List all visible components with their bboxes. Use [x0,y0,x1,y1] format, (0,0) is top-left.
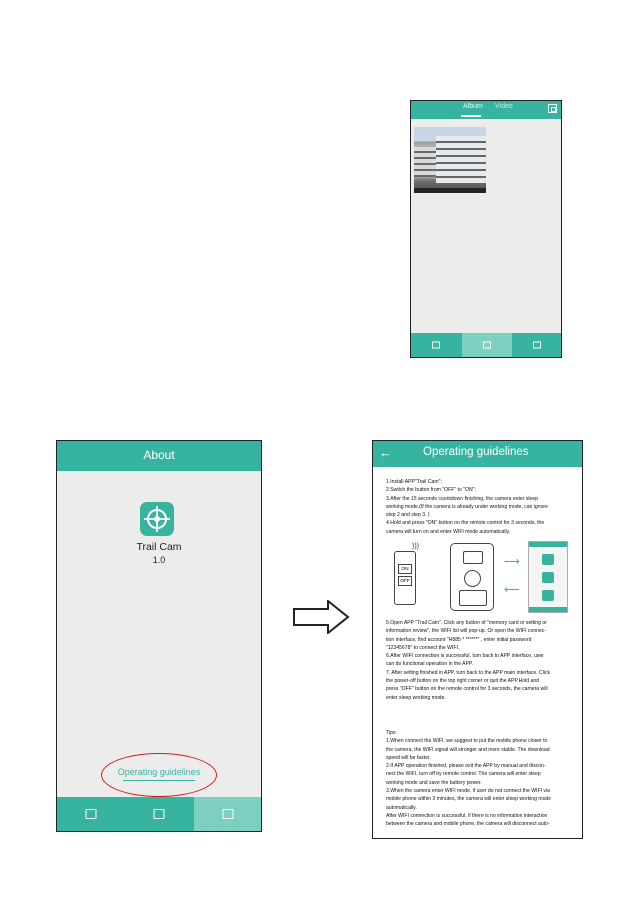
nav-gallery[interactable] [462,333,512,357]
guidelines-title: Operating guidelines [423,446,529,458]
tip-line: 3.When the camera enter WIFI mode, if user do not connect the WIFI via [386,788,550,795]
nav-camera[interactable] [57,797,125,831]
image-icon [154,809,165,819]
camera-icon [432,342,440,349]
arrow-left-icon: ⟵ [504,584,520,596]
app-version: 1.0 [152,555,166,565]
step-line: 7. After setting finished in APP, turn back to the APP main interface. Click [386,669,551,676]
nav-gallery[interactable] [125,797,193,831]
select-icon[interactable] [548,104,557,113]
step-line: 5.Open APP "Trail Cam". Click any button of "memory card or setting or [386,620,547,626]
tab-album[interactable]: Album [463,103,483,110]
mini-phone-top [529,542,567,547]
nav-list[interactable] [194,797,262,831]
tip-line: working mode and save the battery power. [386,779,482,786]
operating-guidelines-link[interactable]: Operating guidelines [117,767,201,777]
tip-line: automatically. [386,804,417,811]
page-title: About [143,448,175,462]
step-line: 2.Switch the button from "OFF" to "ON"; [386,487,476,494]
camera-sensor [463,551,483,564]
step-line: enter sleep working mode. [386,694,446,701]
memory-card-icon [542,554,554,565]
about-bottom-nav [57,797,261,831]
about-screen [56,440,262,832]
camera-lower-panel [459,590,487,606]
tip-line: nect the WIFI. turn off by remote control. The camera will enter sleep [386,771,541,778]
tips-section [386,729,581,829]
guidelines-screen [372,440,583,839]
app-name: Trail Cam [136,541,182,553]
tip-line: between the camera and mobile phone, the camera will disconnect auto- [386,821,550,828]
nav-camera[interactable] [411,333,461,357]
remote-on-button: ON [398,564,412,574]
about-header [57,441,261,471]
wifi-signal-icon: ))) [412,543,419,550]
step-line: tion interface, find account "H885 * ******" , enter initial password [386,636,532,643]
mini-phone-icon [528,541,568,613]
tips-title: Tips: [386,730,397,736]
step-line: 3.After the 15 seconds countdown finishing, the camera enter sleep [386,495,539,502]
app-logo-icon [140,502,174,536]
list-icon [223,809,234,819]
step-line: information review", the WIFI list will pop-up. Or open the WIFI connec- [386,628,547,635]
tip-line: mobile phone within 3 minutes, the camera will enter sleep working mode [386,796,552,803]
step-line: can do functional operation in the APP. [386,661,474,668]
steps-5-7 [386,619,581,702]
tip-line: speed will be faster. [386,754,431,761]
guidelines-header [373,441,582,467]
photo-thumbnail[interactable] [414,127,486,193]
step-line: camera will turn on and enter WIFI mode automatically. [386,528,511,535]
camera-lens [464,570,481,587]
settings-icon [542,572,554,583]
nav-list[interactable] [512,333,562,357]
step-line: 4.Hold and press "ON" button on the remote control for 3 seconds, the [386,520,545,527]
active-tab-indicator [461,115,481,117]
step-line: 1.Install APP"Trail Cam"; [386,479,442,485]
thumbnail-building-left [414,147,438,177]
tip-line: 2.If APP operation finished, please exit the APP by manual and discon- [386,763,546,770]
album-screen [410,100,562,358]
mini-phone-bottom [529,607,567,612]
tip-line: the camera, the WIFI signal will stronger and more stable. The download [386,746,550,753]
connection-illustration [386,541,582,617]
thumbnail-building [436,136,486,184]
steps-1-4 [386,478,581,536]
album-top-bar [411,101,561,119]
step-line: press "OFF" button on the remote control for 3 seconds, the camera will [386,686,548,693]
link-underline [123,780,195,781]
info-icon [542,590,554,601]
thumbnail-info-strip [414,188,486,193]
flow-arrow-shape [294,601,348,633]
step-line: "12345678" to connect the WIFI. [386,644,460,651]
arrow-left-icon[interactable]: ← [379,445,392,460]
album-bottom-nav [411,333,561,357]
flow-arrow-icon [292,600,350,634]
logo-dot [154,516,160,522]
step-line: the power-off button on the top right corner or quit the APP.Hold and [386,678,540,685]
tip-line: After WIFI connection is successful, if there is no information interaction [386,812,548,819]
image-icon [483,342,491,349]
tab-video[interactable]: Video [495,103,513,110]
step-line: working mode.(If the camera is already under working mode, can ignore [386,503,548,510]
camera-icon [86,809,97,819]
arrow-right-icon: ⟶ [504,556,520,568]
remote-control [394,551,416,605]
tip-line: 1.When connect the WIFI, we suggest to put the mobile phone closer to [386,738,548,745]
trail-camera-icon [450,543,494,611]
remote-off-button: OFF [398,576,412,586]
step-line: 6.After WIFI connection is successful, turn back to APP interface, user [386,653,544,660]
step-line: step 2 and step 3. ) [386,512,430,519]
list-icon [533,342,541,349]
